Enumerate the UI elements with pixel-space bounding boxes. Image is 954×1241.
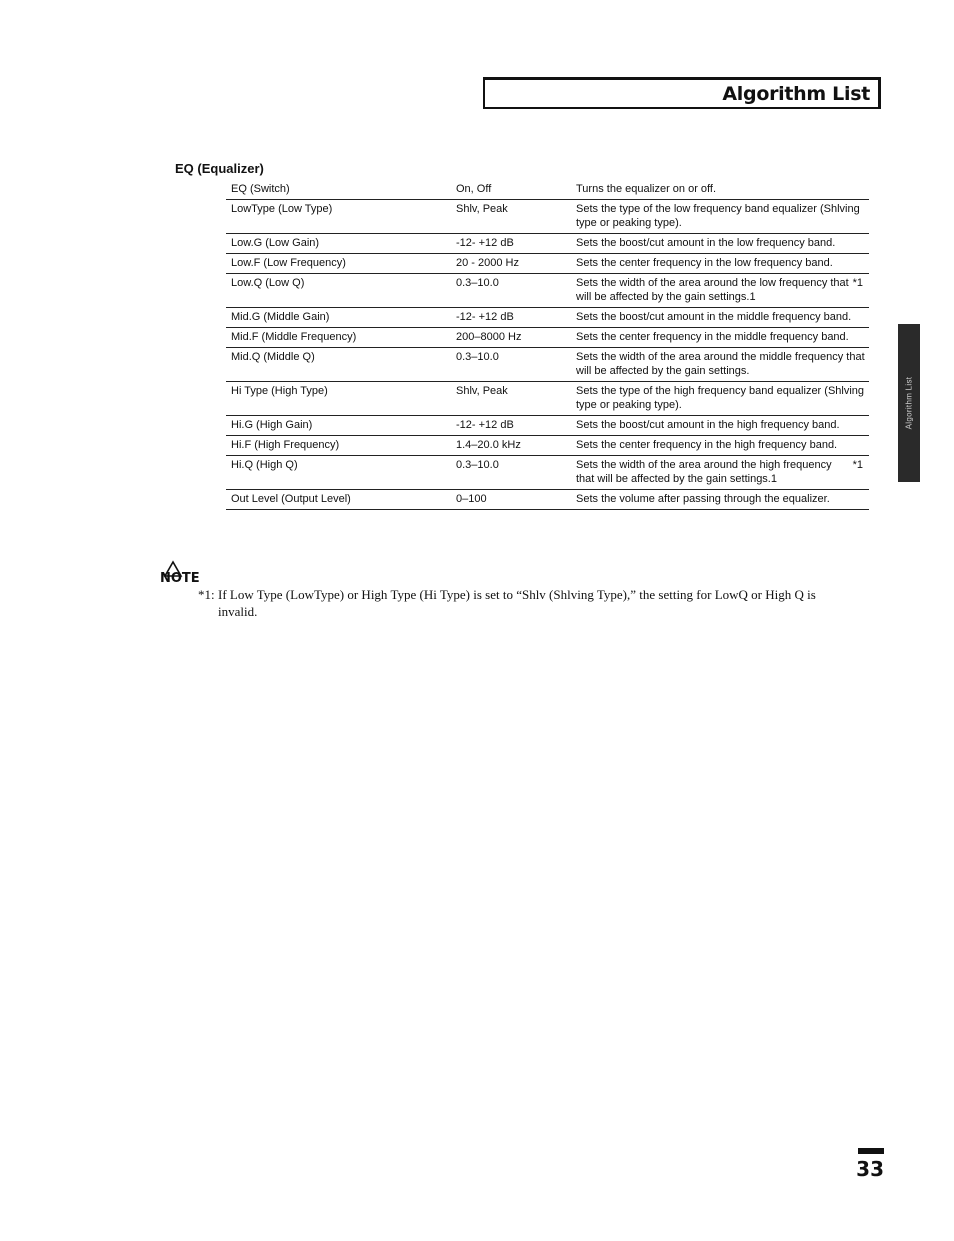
param-description xyxy=(570,234,869,254)
description-text: Sets the boost/cut amount in the high frequency band. xyxy=(576,419,840,431)
param-name: Mid.Q (Middle Q) xyxy=(226,348,451,382)
footnote-ref: *1 xyxy=(852,459,863,471)
param-value: 200–8000 Hz xyxy=(451,328,570,348)
description-text: Sets the boost/cut amount in the low frequency band. xyxy=(576,237,836,249)
param-description xyxy=(570,328,869,348)
param-value: Shlv, Peak xyxy=(451,200,570,234)
param-name: Mid.F (Middle Frequency) xyxy=(226,328,451,348)
param-value: 0.3–10.0 xyxy=(451,348,570,382)
description-text: Sets the center frequency in the high frequency band. xyxy=(576,439,838,451)
param-value: 0.3–10.0 xyxy=(451,456,570,490)
table-row xyxy=(226,436,869,456)
param-name: Hi.F (High Frequency) xyxy=(226,436,451,456)
side-tab xyxy=(898,324,920,482)
param-name: Hi.G (High Gain) xyxy=(226,416,451,436)
footnote-ref: *1 xyxy=(852,277,863,289)
param-description xyxy=(570,382,869,416)
footer-rule-0 xyxy=(858,1148,884,1154)
table-row xyxy=(226,308,869,328)
param-value: -12- +12 dB xyxy=(451,308,570,328)
param-value: 20 - 2000 Hz xyxy=(451,254,570,274)
table-row xyxy=(226,328,869,348)
description-text: Sets the width of the area around the high frequency that will be affected by the gain settings.1 xyxy=(576,459,832,485)
description-text: Sets the width of the area around the low frequency that will be affected by the gain settings.1 xyxy=(576,277,849,303)
table-row xyxy=(226,274,869,308)
param-description xyxy=(570,274,869,308)
param-description xyxy=(570,181,869,200)
table-row xyxy=(226,416,869,436)
param-name: Mid.G (Middle Gain) xyxy=(226,308,451,328)
table-row xyxy=(226,254,869,274)
param-description xyxy=(570,456,869,490)
description-text: Sets the volume after passing through the equalizer. xyxy=(576,493,830,505)
footnote xyxy=(198,586,848,620)
description-text: Sets the type of the high frequency band equalizer (Shlving type or peaking type). xyxy=(576,385,865,411)
param-name: Out Level (Output Level) xyxy=(226,490,451,510)
note-icon-text: NOTE xyxy=(160,571,200,586)
page-number: 33 xyxy=(856,1157,884,1181)
param-value: -12- +12 dB xyxy=(451,234,570,254)
param-value: Shlv, Peak xyxy=(451,382,570,416)
header-box xyxy=(483,77,881,109)
description-text: Turns the equalizer on or off. xyxy=(576,183,717,195)
table-row xyxy=(226,348,869,382)
param-description xyxy=(570,254,869,274)
description-text: Sets the type of the low frequency band equalizer (Shlving type or peaking type). xyxy=(576,203,860,229)
table-row xyxy=(226,234,869,254)
param-value: -12- +12 dB xyxy=(451,416,570,436)
param-value: 0.3–10.0 xyxy=(451,274,570,308)
param-name: Hi.Q (High Q) xyxy=(226,456,451,490)
param-name: Low.F (Low Frequency) xyxy=(226,254,451,274)
param-value: 1.4–20.0 kHz xyxy=(451,436,570,456)
table-row xyxy=(226,382,869,416)
description-text: Sets the boost/cut amount in the middle frequency band. xyxy=(576,311,852,323)
param-description xyxy=(570,200,869,234)
note-icon xyxy=(159,558,203,588)
side-tab-label: Algorithm List xyxy=(904,376,914,430)
header-title: Algorithm List xyxy=(722,83,870,105)
param-description xyxy=(570,490,869,510)
param-name: Low.Q (Low Q) xyxy=(226,274,451,308)
table-row xyxy=(226,200,869,234)
description-text: Sets the width of the area around the middle frequency that will be affected by the gain settings. xyxy=(576,351,865,377)
parameter-table xyxy=(226,181,869,510)
param-value: On, Off xyxy=(451,181,570,200)
param-description xyxy=(570,416,869,436)
description-text: Sets the center frequency in the middle frequency band. xyxy=(576,331,849,343)
param-name: Hi Type (High Type) xyxy=(226,382,451,416)
param-name: Low.G (Low Gain) xyxy=(226,234,451,254)
param-description xyxy=(570,308,869,328)
param-description xyxy=(570,348,869,382)
description-text: Sets the center frequency in the low frequency band. xyxy=(576,257,833,269)
footnote-marker: *1: xyxy=(198,587,215,602)
table-row xyxy=(226,181,869,200)
param-value: 0–100 xyxy=(451,490,570,510)
param-name: LowType (Low Type) xyxy=(226,200,451,234)
section-title: EQ (Equalizer) xyxy=(175,161,264,176)
table-row xyxy=(226,490,869,510)
param-name: EQ (Switch) xyxy=(226,181,451,200)
footnote-text: If Low Type (LowType) or High Type (Hi Type) is set to “Shlv (Shlving Type),” the setting for LowQ or High Q is invalid. xyxy=(218,587,816,619)
param-description xyxy=(570,436,869,456)
table-row xyxy=(226,456,869,490)
